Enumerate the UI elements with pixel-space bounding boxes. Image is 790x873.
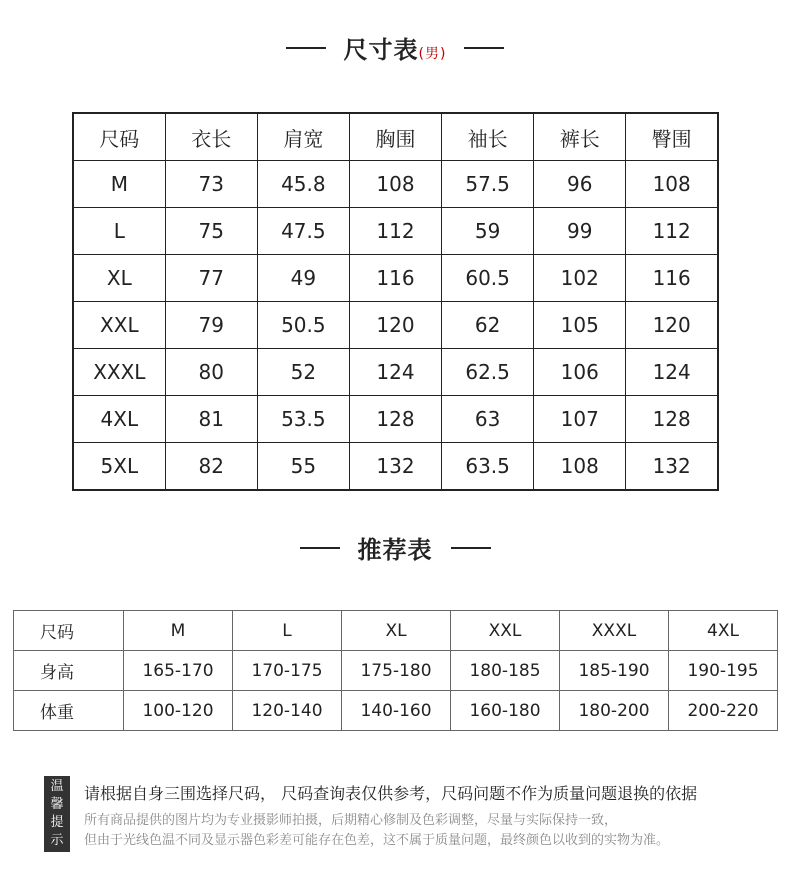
recommend-table-title: 推荐表 bbox=[357, 536, 433, 564]
table-cell: 128 bbox=[349, 396, 441, 443]
table-cell: 124 bbox=[349, 349, 441, 396]
table-cell: 200-220 bbox=[669, 691, 778, 731]
header-cell: 尺码 bbox=[73, 113, 165, 161]
table-cell: XXL bbox=[73, 302, 165, 349]
table-cell: 57.5 bbox=[442, 161, 534, 208]
table-cell: 4XL bbox=[73, 396, 165, 443]
table-cell: 5XL bbox=[73, 443, 165, 491]
table-cell: 59 bbox=[442, 208, 534, 255]
tip-sub-text-2: 但由于光线色温不同及显示器色彩差可能存在色差，这不属于质量问题，最终颜色以收到的实物为准。 bbox=[84, 833, 670, 848]
table-cell: 62 bbox=[442, 302, 534, 349]
table-row bbox=[73, 396, 718, 443]
table-cell: 102 bbox=[534, 255, 626, 302]
table-cell: 52 bbox=[257, 349, 349, 396]
header-cell: L bbox=[233, 611, 342, 651]
table-cell: XL bbox=[73, 255, 165, 302]
header-cell: 衣长 bbox=[165, 113, 257, 161]
table-cell: 99 bbox=[534, 208, 626, 255]
table-cell: L bbox=[73, 208, 165, 255]
heading-rule-right bbox=[451, 547, 491, 549]
size-table-title-text: 尺寸表 bbox=[343, 36, 419, 64]
table-cell: 124 bbox=[626, 349, 718, 396]
table-cell: 79 bbox=[165, 302, 257, 349]
table-cell: 50.5 bbox=[257, 302, 349, 349]
row-label: 体重 bbox=[14, 691, 124, 731]
table-cell: 63 bbox=[442, 396, 534, 443]
table-cell: 140-160 bbox=[342, 691, 451, 731]
header-cell: M bbox=[124, 611, 233, 651]
table-cell: M bbox=[73, 161, 165, 208]
gender-note: (男) bbox=[418, 46, 447, 62]
table-cell: 107 bbox=[534, 396, 626, 443]
heading-rule-right bbox=[464, 47, 504, 49]
header-cell: 肩宽 bbox=[257, 113, 349, 161]
tip-badge-char: 温 bbox=[50, 779, 64, 794]
table-cell: 120-140 bbox=[233, 691, 342, 731]
table-cell: 180-200 bbox=[560, 691, 669, 731]
table-cell: 112 bbox=[349, 208, 441, 255]
header-cell: 袖长 bbox=[442, 113, 534, 161]
table-row bbox=[73, 161, 718, 208]
table-cell: 106 bbox=[534, 349, 626, 396]
tip-main-text: 请根据自身三围选择尺码， 尺码查询表仅供参考，尺码问题不作为质量问题退换的依据 bbox=[84, 784, 698, 803]
table-cell: 45.8 bbox=[257, 161, 349, 208]
table-cell: 96 bbox=[534, 161, 626, 208]
header-cell: 臀围 bbox=[626, 113, 718, 161]
table-cell: 185-190 bbox=[560, 651, 669, 691]
table-cell: 77 bbox=[165, 255, 257, 302]
size-table-heading bbox=[0, 30, 790, 65]
table-cell: 81 bbox=[165, 396, 257, 443]
table-row bbox=[73, 349, 718, 396]
table-row bbox=[73, 208, 718, 255]
table-cell: 73 bbox=[165, 161, 257, 208]
table-cell: 170-175 bbox=[233, 651, 342, 691]
table-cell: 55 bbox=[257, 443, 349, 491]
table-cell: 180-185 bbox=[451, 651, 560, 691]
table-cell: 47.5 bbox=[257, 208, 349, 255]
table-row bbox=[14, 651, 778, 691]
table-cell: 63.5 bbox=[442, 443, 534, 491]
table-cell: 75 bbox=[165, 208, 257, 255]
table-cell: 108 bbox=[534, 443, 626, 491]
table-cell: 116 bbox=[626, 255, 718, 302]
header-cell: 裤长 bbox=[534, 113, 626, 161]
size-table-header-row bbox=[73, 113, 718, 161]
recommend-header-row bbox=[14, 611, 778, 651]
table-cell: 160-180 bbox=[451, 691, 560, 731]
table-cell: 132 bbox=[349, 443, 441, 491]
table-cell: 132 bbox=[626, 443, 718, 491]
row-label: 身高 bbox=[14, 651, 124, 691]
table-cell: 82 bbox=[165, 443, 257, 491]
table-cell: 108 bbox=[349, 161, 441, 208]
table-row bbox=[73, 302, 718, 349]
table-cell: 100-120 bbox=[124, 691, 233, 731]
header-cell: 4XL bbox=[669, 611, 778, 651]
header-cell: XXL bbox=[451, 611, 560, 651]
table-row bbox=[73, 255, 718, 302]
table-cell: 53.5 bbox=[257, 396, 349, 443]
recommend-table bbox=[13, 610, 778, 731]
heading-rule-left bbox=[286, 47, 326, 49]
tip-sub-text-1: 所有商品提供的图片均为专业摄影师拍摄，后期精心修制及色彩调整，尽量与实际保持一致， bbox=[84, 813, 618, 828]
table-cell: 120 bbox=[349, 302, 441, 349]
tip-badge bbox=[44, 776, 70, 852]
table-cell: 116 bbox=[349, 255, 441, 302]
heading-rule-left bbox=[300, 547, 340, 549]
size-table-title bbox=[344, 30, 447, 65]
header-cell: XL bbox=[342, 611, 451, 651]
tip-badge-char: 示 bbox=[50, 833, 64, 848]
table-cell: 165-170 bbox=[124, 651, 233, 691]
table-cell: 62.5 bbox=[442, 349, 534, 396]
header-cell: XXXL bbox=[560, 611, 669, 651]
table-cell: 108 bbox=[626, 161, 718, 208]
table-row bbox=[73, 443, 718, 491]
tip-badge-char: 提 bbox=[50, 815, 64, 830]
table-row bbox=[14, 691, 778, 731]
table-cell: 80 bbox=[165, 349, 257, 396]
table-cell: 105 bbox=[534, 302, 626, 349]
table-cell: 49 bbox=[257, 255, 349, 302]
size-table bbox=[72, 112, 719, 491]
recommend-table-heading bbox=[0, 530, 790, 565]
table-cell: 112 bbox=[626, 208, 718, 255]
table-cell: 190-195 bbox=[669, 651, 778, 691]
table-cell: 60.5 bbox=[442, 255, 534, 302]
table-cell: 120 bbox=[626, 302, 718, 349]
table-cell: 175-180 bbox=[342, 651, 451, 691]
header-cell: 尺码 bbox=[14, 611, 124, 651]
table-cell: 128 bbox=[626, 396, 718, 443]
tip-badge-char: 馨 bbox=[50, 797, 64, 812]
header-cell: 胸围 bbox=[349, 113, 441, 161]
table-cell: XXXL bbox=[73, 349, 165, 396]
